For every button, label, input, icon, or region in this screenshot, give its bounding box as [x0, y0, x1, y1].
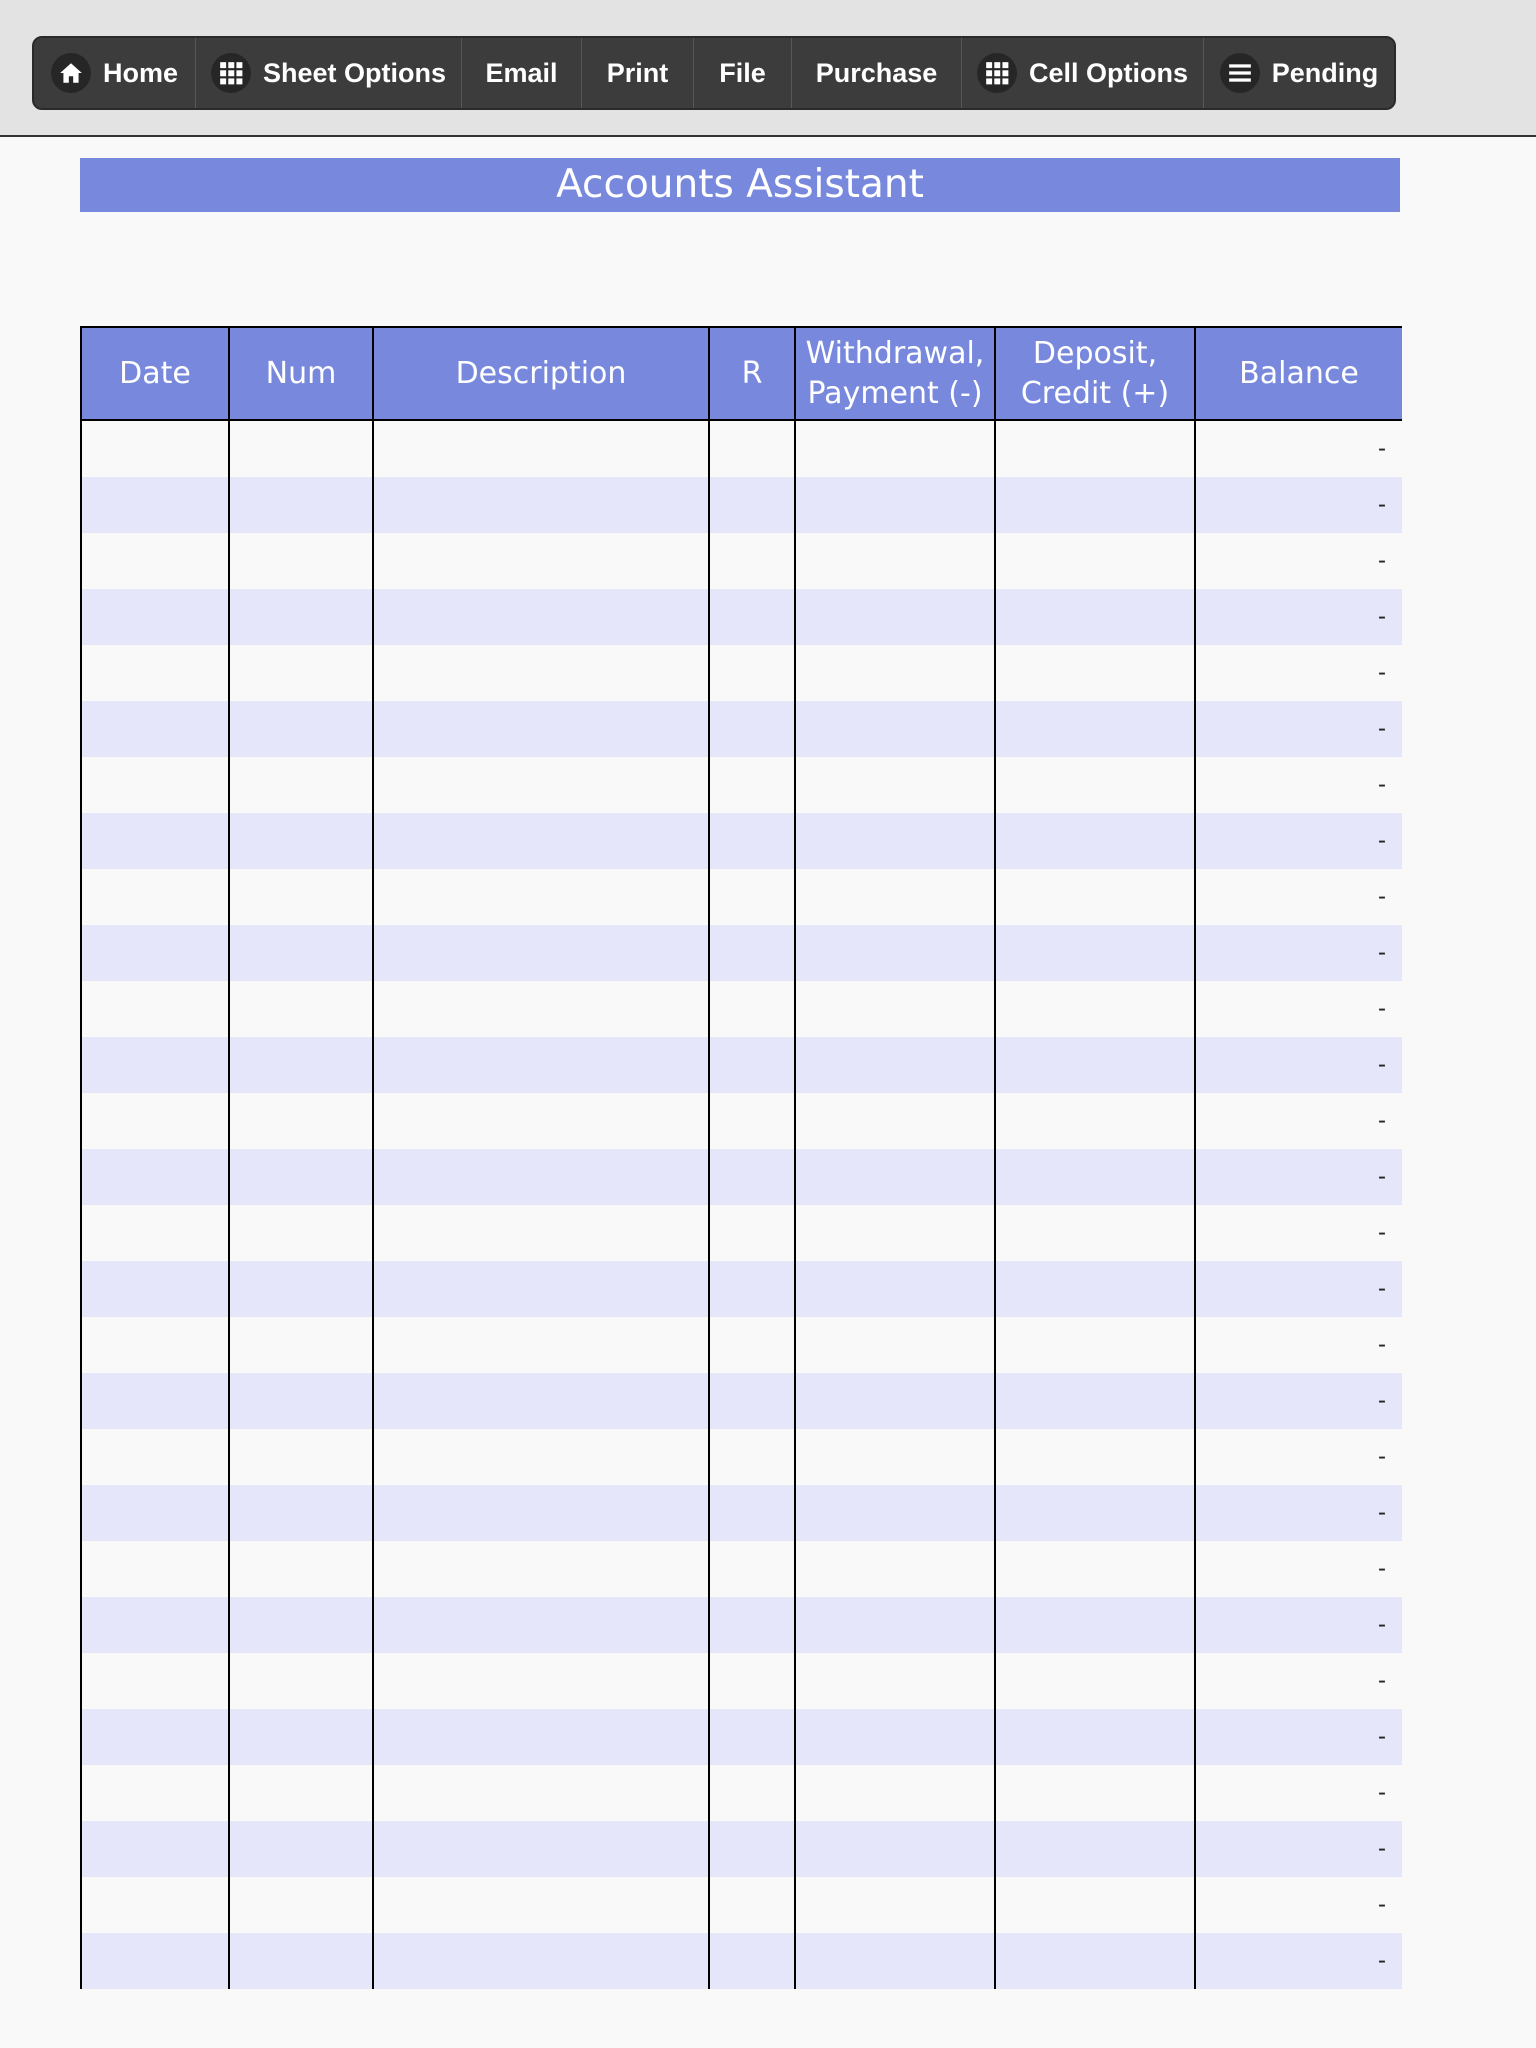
table-row [81, 757, 1402, 813]
table-cell[interactable] [229, 1093, 373, 1149]
table-cell[interactable] [229, 1373, 373, 1429]
table-cell[interactable] [373, 1597, 709, 1653]
table-cell[interactable] [795, 1653, 995, 1709]
nav-cell-options-button[interactable] [962, 38, 1204, 108]
table-cell[interactable] [995, 869, 1195, 925]
table-cell[interactable] [795, 1933, 995, 1989]
ledger-sheet [80, 326, 1402, 2002]
table-cell[interactable] [995, 1149, 1195, 1205]
table-cell[interactable] [995, 533, 1195, 589]
table-cell[interactable] [229, 1933, 373, 1989]
table-cell[interactable] [995, 1541, 1195, 1597]
table-cell[interactable] [229, 1205, 373, 1261]
table-cell[interactable] [229, 813, 373, 869]
table-cell[interactable] [709, 477, 795, 533]
table-cell[interactable] [373, 1429, 709, 1485]
table-cell[interactable] [81, 1821, 229, 1877]
balance-cell[interactable]: - [1195, 533, 1402, 589]
table-cell[interactable] [373, 1765, 709, 1821]
balance-cell[interactable]: - [1195, 1149, 1402, 1205]
table-cell[interactable] [709, 1093, 795, 1149]
table-cell[interactable] [229, 1317, 373, 1373]
table-row [81, 1037, 1402, 1093]
table-cell[interactable] [229, 1821, 373, 1877]
table-cell[interactable] [81, 1373, 229, 1429]
table-row [81, 1485, 1402, 1541]
table-cell[interactable] [709, 1933, 795, 1989]
table-cell[interactable] [81, 1149, 229, 1205]
nav-home-button[interactable] [34, 38, 196, 108]
table-cell[interactable] [709, 1373, 795, 1429]
balance-cell[interactable]: - [1195, 1821, 1402, 1877]
balance-cell[interactable]: - [1195, 1429, 1402, 1485]
table-cell[interactable] [81, 1317, 229, 1373]
table-cell[interactable] [995, 1597, 1195, 1653]
table-cell[interactable] [709, 1709, 795, 1765]
table-cell[interactable] [229, 981, 373, 1037]
nav-print-button[interactable] [582, 38, 694, 108]
balance-cell[interactable]: - [1195, 1597, 1402, 1653]
table-cell[interactable] [81, 1597, 229, 1653]
table-cell[interactable] [709, 1877, 795, 1933]
table-row [81, 477, 1402, 533]
nav-pending-button[interactable] [1204, 38, 1394, 108]
table-cell[interactable] [81, 1933, 229, 1989]
table-cell[interactable] [373, 701, 709, 757]
table-cell[interactable] [795, 645, 995, 701]
table-cell[interactable] [373, 1709, 709, 1765]
page-title: Accounts Assistant [80, 158, 1400, 212]
nav-label: Print [606, 57, 669, 88]
table-cell[interactable] [795, 1821, 995, 1877]
table-cell[interactable] [81, 1709, 229, 1765]
table-row [81, 1317, 1402, 1373]
table-cell[interactable] [709, 1037, 795, 1093]
nav-label: Email [485, 57, 558, 88]
balance-cell[interactable]: - [1195, 757, 1402, 813]
table-cell[interactable] [995, 589, 1195, 645]
table-row [81, 645, 1402, 701]
nav-purchase-button[interactable] [792, 38, 962, 108]
table-cell[interactable] [81, 813, 229, 869]
balance-cell[interactable]: - [1195, 1709, 1402, 1765]
balance-cell[interactable]: - [1195, 420, 1402, 477]
table-cell[interactable] [229, 1709, 373, 1765]
table-cell[interactable] [795, 757, 995, 813]
table-row [81, 1429, 1402, 1485]
table-cell[interactable] [795, 1205, 995, 1261]
table-cell[interactable] [373, 1261, 709, 1317]
table-row [81, 1653, 1402, 1709]
table-cell[interactable] [995, 645, 1195, 701]
table-row [81, 589, 1402, 645]
table-cell[interactable] [229, 869, 373, 925]
table-row [81, 1261, 1402, 1317]
ledger-body [81, 420, 1402, 1989]
table-cell[interactable] [229, 1653, 373, 1709]
table-cell[interactable] [709, 813, 795, 869]
table-cell[interactable] [995, 1261, 1195, 1317]
table-cell[interactable] [995, 757, 1195, 813]
table-row [81, 869, 1402, 925]
table-cell[interactable] [229, 1149, 373, 1205]
table-cell[interactable] [709, 1541, 795, 1597]
table-row [81, 925, 1402, 981]
table-cell[interactable] [995, 1373, 1195, 1429]
table-cell[interactable] [709, 1205, 795, 1261]
table-cell[interactable] [995, 1821, 1195, 1877]
table-row [81, 420, 1402, 477]
table-cell[interactable] [795, 1877, 995, 1933]
balance-cell[interactable]: - [1195, 589, 1402, 645]
table-row [81, 1709, 1402, 1765]
table-cell[interactable] [81, 925, 229, 981]
table-cell[interactable] [229, 533, 373, 589]
table-cell[interactable] [795, 1093, 995, 1149]
table-cell[interactable] [795, 420, 995, 477]
toolbar-area [0, 0, 1536, 137]
table-row [81, 1541, 1402, 1597]
table-cell[interactable] [795, 1261, 995, 1317]
table-cell[interactable] [229, 645, 373, 701]
table-cell[interactable] [229, 701, 373, 757]
table-cell[interactable] [795, 701, 995, 757]
table-row [81, 1933, 1402, 1989]
table-cell[interactable] [709, 1765, 795, 1821]
column-header-balance[interactable]: Balance [1195, 327, 1402, 420]
table-cell[interactable] [373, 925, 709, 981]
table-cell[interactable] [229, 1261, 373, 1317]
nav-label: Home [102, 57, 178, 88]
table-cell[interactable] [373, 1205, 709, 1261]
table-cell[interactable] [709, 1821, 795, 1877]
table-cell[interactable] [81, 1261, 229, 1317]
table-cell[interactable] [373, 1821, 709, 1877]
table-cell[interactable] [995, 1037, 1195, 1093]
table-row [81, 1093, 1402, 1149]
table-row [81, 1373, 1402, 1429]
table-row [81, 981, 1402, 1037]
balance-cell[interactable]: - [1195, 1205, 1402, 1261]
table-cell[interactable] [709, 1261, 795, 1317]
table-cell[interactable] [795, 1709, 995, 1765]
ledger-table [80, 326, 1402, 1989]
balance-cell[interactable]: - [1195, 701, 1402, 757]
table-cell[interactable] [373, 645, 709, 701]
table-cell[interactable] [995, 477, 1195, 533]
balance-cell[interactable]: - [1195, 1653, 1402, 1709]
table-row [81, 701, 1402, 757]
table-cell[interactable] [81, 757, 229, 813]
nav-file-button[interactable] [694, 38, 792, 108]
table-cell[interactable] [81, 1541, 229, 1597]
balance-cell[interactable]: - [1195, 1933, 1402, 1989]
table-cell[interactable] [81, 645, 229, 701]
table-cell[interactable] [229, 477, 373, 533]
table-cell[interactable] [795, 1485, 995, 1541]
table-cell[interactable] [995, 1205, 1195, 1261]
table-cell[interactable] [709, 925, 795, 981]
table-cell[interactable] [995, 420, 1195, 477]
table-cell[interactable] [795, 533, 995, 589]
table-cell[interactable] [81, 1429, 229, 1485]
table-row [81, 1149, 1402, 1205]
table-cell[interactable] [995, 813, 1195, 869]
balance-cell[interactable]: - [1195, 1877, 1402, 1933]
table-cell[interactable] [995, 1093, 1195, 1149]
table-cell[interactable] [995, 1653, 1195, 1709]
table-cell[interactable] [373, 1317, 709, 1373]
table-cell[interactable] [373, 1037, 709, 1093]
table-row [81, 1821, 1402, 1877]
grid-icon [211, 53, 251, 93]
table-cell[interactable] [81, 1093, 229, 1149]
table-cell[interactable] [81, 477, 229, 533]
table-cell[interactable] [81, 701, 229, 757]
column-header-withdrawal[interactable]: Withdrawal, Payment (-) [795, 327, 995, 420]
table-cell[interactable] [373, 1653, 709, 1709]
table-cell[interactable] [709, 1149, 795, 1205]
table-cell[interactable] [373, 420, 709, 477]
table-cell[interactable] [81, 533, 229, 589]
column-header-deposit[interactable]: Deposit, Credit (+) [995, 327, 1195, 420]
table-cell[interactable] [229, 589, 373, 645]
table-cell[interactable] [81, 1765, 229, 1821]
table-cell[interactable] [373, 1541, 709, 1597]
table-cell[interactable] [373, 1149, 709, 1205]
table-cell[interactable] [229, 1429, 373, 1485]
table-cell[interactable] [229, 1597, 373, 1653]
table-cell[interactable] [373, 757, 709, 813]
table-cell[interactable] [709, 981, 795, 1037]
table-cell[interactable] [995, 1933, 1195, 1989]
balance-cell[interactable]: - [1195, 981, 1402, 1037]
table-cell[interactable] [995, 981, 1195, 1037]
table-row [81, 813, 1402, 869]
main-toolbar [32, 36, 1396, 110]
balance-cell[interactable]: - [1195, 1093, 1402, 1149]
table-cell[interactable] [709, 1597, 795, 1653]
table-cell[interactable] [709, 869, 795, 925]
table-cell[interactable] [995, 1429, 1195, 1485]
table-cell[interactable] [373, 813, 709, 869]
table-cell[interactable] [373, 1373, 709, 1429]
nav-label: Purchase [815, 57, 938, 88]
table-row [81, 533, 1402, 589]
table-cell[interactable] [229, 1765, 373, 1821]
table-cell[interactable] [995, 1765, 1195, 1821]
table-cell[interactable] [373, 477, 709, 533]
table-cell[interactable] [795, 1317, 995, 1373]
table-cell[interactable] [229, 420, 373, 477]
table-cell[interactable] [709, 1653, 795, 1709]
table-cell[interactable] [709, 645, 795, 701]
table-row [81, 1597, 1402, 1653]
table-cell[interactable] [795, 1429, 995, 1485]
column-header-num[interactable]: Num [229, 327, 373, 420]
grid-icon [977, 53, 1017, 93]
table-cell[interactable] [995, 1485, 1195, 1541]
table-cell[interactable] [795, 1373, 995, 1429]
table-cell[interactable] [229, 1541, 373, 1597]
balance-cell[interactable]: - [1195, 1485, 1402, 1541]
column-header-description[interactable]: Description [373, 327, 709, 420]
table-cell[interactable] [81, 589, 229, 645]
balance-cell[interactable]: - [1195, 1541, 1402, 1597]
table-cell[interactable] [795, 869, 995, 925]
table-cell[interactable] [373, 1877, 709, 1933]
table-cell[interactable] [81, 1037, 229, 1093]
nav-sheet-options-button[interactable] [196, 38, 462, 108]
table-cell[interactable] [795, 1597, 995, 1653]
table-cell[interactable] [373, 533, 709, 589]
home-icon [51, 53, 91, 93]
table-cell[interactable] [229, 1037, 373, 1093]
table-cell[interactable] [373, 1485, 709, 1541]
column-header-date[interactable]: Date [81, 327, 229, 420]
table-cell[interactable] [81, 869, 229, 925]
table-cell[interactable] [795, 981, 995, 1037]
table-cell[interactable] [709, 701, 795, 757]
table-cell[interactable] [709, 757, 795, 813]
table-cell[interactable] [795, 589, 995, 645]
balance-cell[interactable]: - [1195, 1037, 1402, 1093]
table-cell[interactable] [795, 813, 995, 869]
table-row [81, 1877, 1402, 1933]
table-cell[interactable] [709, 1429, 795, 1485]
table-cell[interactable] [229, 925, 373, 981]
table-cell[interactable] [81, 1205, 229, 1261]
balance-cell[interactable]: - [1195, 477, 1402, 533]
nav-label: File [719, 57, 766, 88]
table-cell[interactable] [995, 1877, 1195, 1933]
table-cell[interactable] [229, 757, 373, 813]
table-cell[interactable] [81, 981, 229, 1037]
header-row [81, 327, 1402, 420]
table-cell[interactable] [81, 1485, 229, 1541]
nav-email-button[interactable] [462, 38, 582, 108]
column-header-r[interactable]: R [709, 327, 795, 420]
table-cell[interactable] [709, 1485, 795, 1541]
balance-cell[interactable]: - [1195, 1261, 1402, 1317]
balance-cell[interactable]: - [1195, 925, 1402, 981]
menu-icon [1220, 53, 1260, 93]
table-row [81, 1205, 1402, 1261]
table-cell[interactable] [709, 533, 795, 589]
table-cell[interactable] [373, 1933, 709, 1989]
balance-cell[interactable]: - [1195, 645, 1402, 701]
table-row [81, 1765, 1402, 1821]
table-cell[interactable] [373, 981, 709, 1037]
table-cell[interactable] [795, 1037, 995, 1093]
balance-cell[interactable]: - [1195, 813, 1402, 869]
table-cell[interactable] [373, 1093, 709, 1149]
table-cell[interactable] [709, 420, 795, 477]
table-cell[interactable] [229, 1877, 373, 1933]
nav-label: Cell Options [1028, 57, 1188, 88]
balance-cell[interactable]: - [1195, 1373, 1402, 1429]
table-cell[interactable] [795, 1765, 995, 1821]
table-cell[interactable] [373, 589, 709, 645]
table-cell[interactable] [995, 925, 1195, 981]
table-cell[interactable] [81, 1877, 229, 1933]
balance-cell[interactable]: - [1195, 1317, 1402, 1373]
table-cell[interactable] [795, 925, 995, 981]
table-cell[interactable] [995, 1709, 1195, 1765]
table-cell[interactable] [795, 1541, 995, 1597]
table-cell[interactable] [995, 701, 1195, 757]
table-cell[interactable] [81, 420, 229, 477]
nav-label: Sheet Options [262, 57, 446, 88]
table-cell[interactable] [709, 589, 795, 645]
table-cell[interactable] [709, 1317, 795, 1373]
balance-cell[interactable]: - [1195, 869, 1402, 925]
table-cell[interactable] [81, 1653, 229, 1709]
nav-label: Pending [1271, 57, 1379, 88]
table-cell[interactable] [373, 869, 709, 925]
table-cell[interactable] [795, 477, 995, 533]
balance-cell[interactable]: - [1195, 1765, 1402, 1821]
table-cell[interactable] [795, 1149, 995, 1205]
table-cell[interactable] [229, 1485, 373, 1541]
table-cell[interactable] [995, 1317, 1195, 1373]
